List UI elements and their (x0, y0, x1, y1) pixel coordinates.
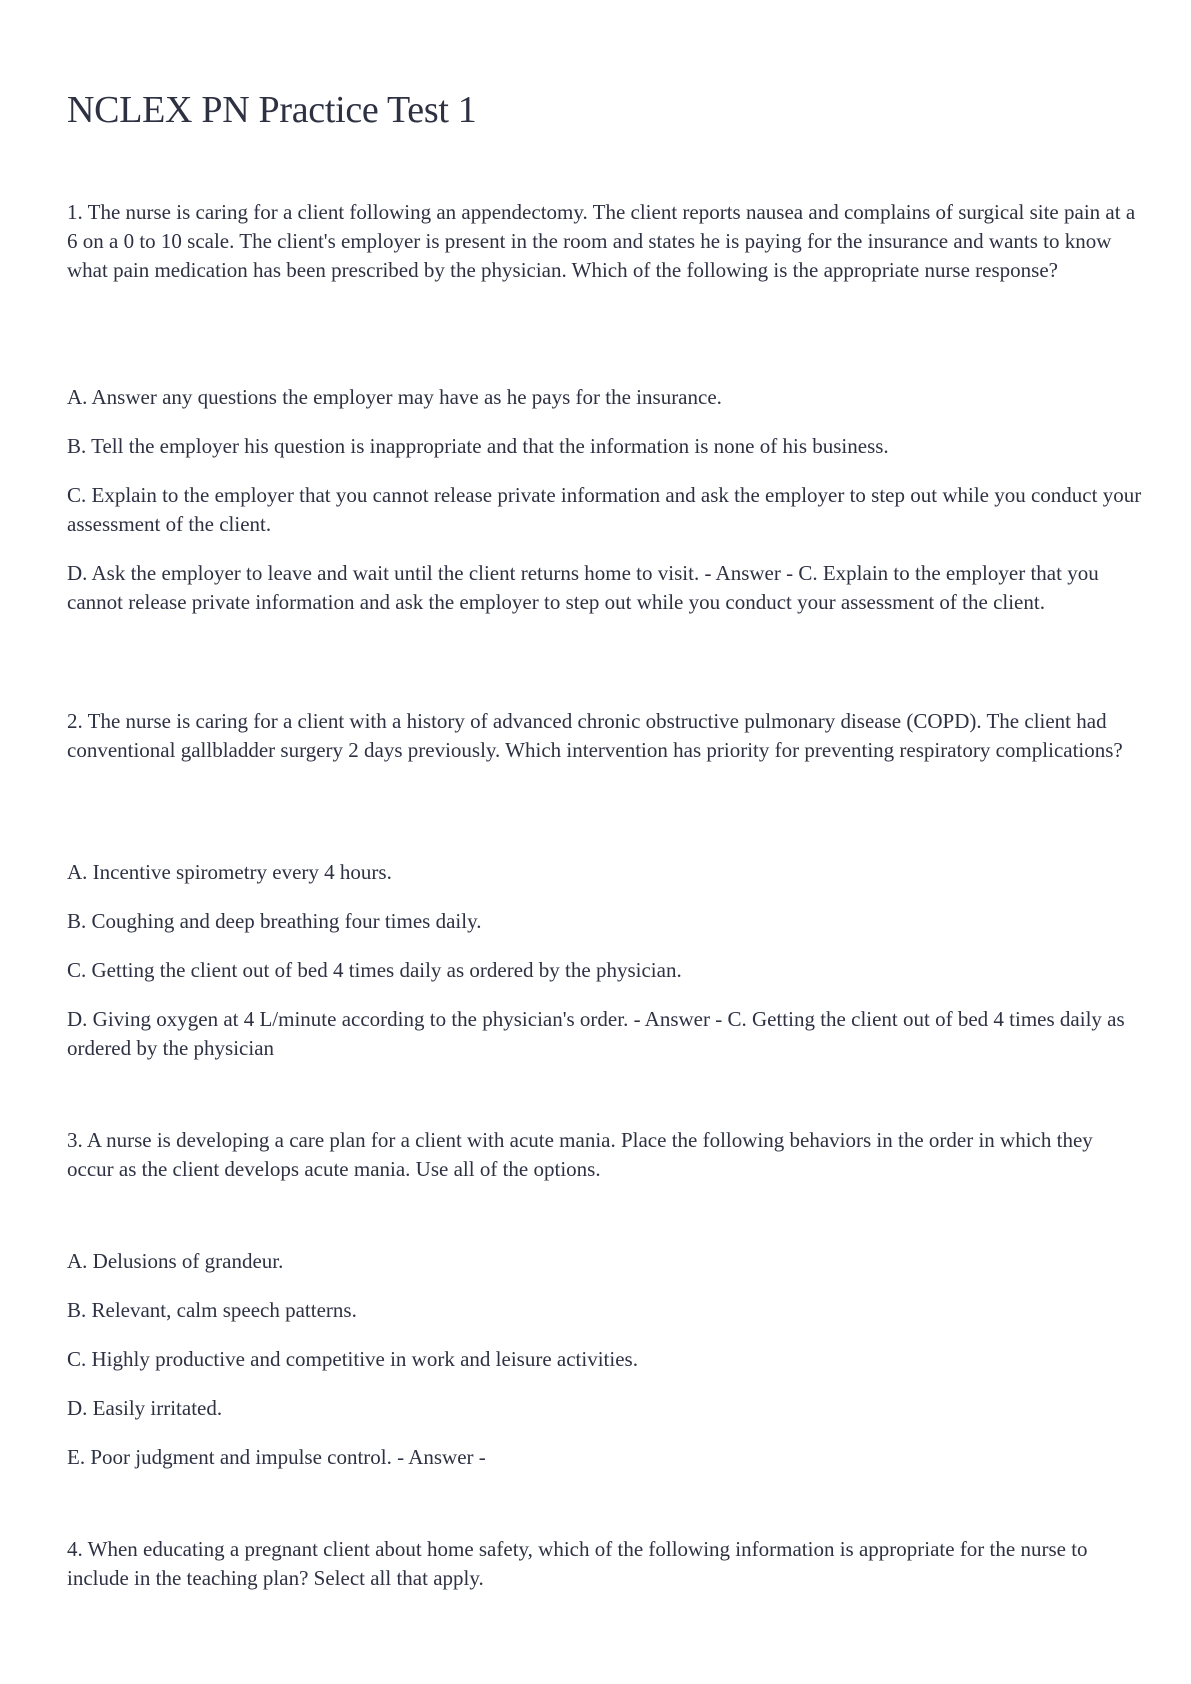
question-3-option-a: A. Delusions of grandeur. (67, 1249, 284, 1273)
question-2-option-a: A. Incentive spirometry every 4 hours. (67, 860, 392, 884)
question-3-option-b: B. Relevant, calm speech patterns. (67, 1298, 357, 1322)
question-2-option-d-answer: D. Giving oxygen at 4 L/minute according to the physician's order. - Answer - C. Getting the client out of bed 4 times daily as ordered by the physician (67, 1007, 1125, 1060)
question-3-option-e-answer: E. Poor judgment and impulse control. - Answer - (67, 1445, 486, 1469)
question-1-option-a: A. Answer any questions the employer may have as he pays for the insurance. (67, 385, 722, 409)
question-1-option-c: C. Explain to the employer that you cannot release private information and ask the employer to step out while you conduct your assessment of the client. (67, 483, 1142, 536)
question-3-option-c: C. Highly productive and competitive in work and leisure activities. (67, 1347, 638, 1371)
question-2-option-b: B. Coughing and deep breathing four times daily. (67, 909, 482, 933)
question-4-stem: 4. When educating a pregnant client about home safety, which of the following information is appropriate for the nurse to include in the teaching plan? Select all that apply. (67, 1537, 1088, 1590)
question-1-option-b: B. Tell the employer his question is inappropriate and that the information is none of his business. (67, 434, 889, 458)
question-3-option-d: D. Easily irritated. (67, 1396, 223, 1420)
question-2-stem: 2. The nurse is caring for a client with a history of advanced chronic obstructive pulmonary disease (COPD). The client had conventional gallbladder surgery 2 days previously. Which intervention has priority for preventing respiratory complications? (67, 709, 1123, 762)
question-3-stem: 3. A nurse is developing a care plan for a client with acute mania. Place the following behaviors in the order in which they occur as the client develops acute mania. Use all of the options. (67, 1128, 1093, 1181)
question-1-option-d-answer: D. Ask the employer to leave and wait until the client returns home to visit. - Answer - C. Explain to the employer that you cannot release private information and ask the employer to step out while you conduct your assessment of the client. (67, 561, 1099, 614)
document-title: NCLEX PN Practice Test 1 (67, 89, 477, 131)
question-2-option-c: C. Getting the client out of bed 4 times daily as ordered by the physician. (67, 958, 682, 982)
question-1-stem: 1. The nurse is caring for a client following an appendectomy. The client reports nausea and complains of surgical site pain at a 6 on a 0 to 10 scale. The client's employer is present in the room and states he is paying for the insurance and wants to know what pain medication has been prescribed by the physician. Which of the following is the appropriate nurse response? (67, 200, 1136, 282)
